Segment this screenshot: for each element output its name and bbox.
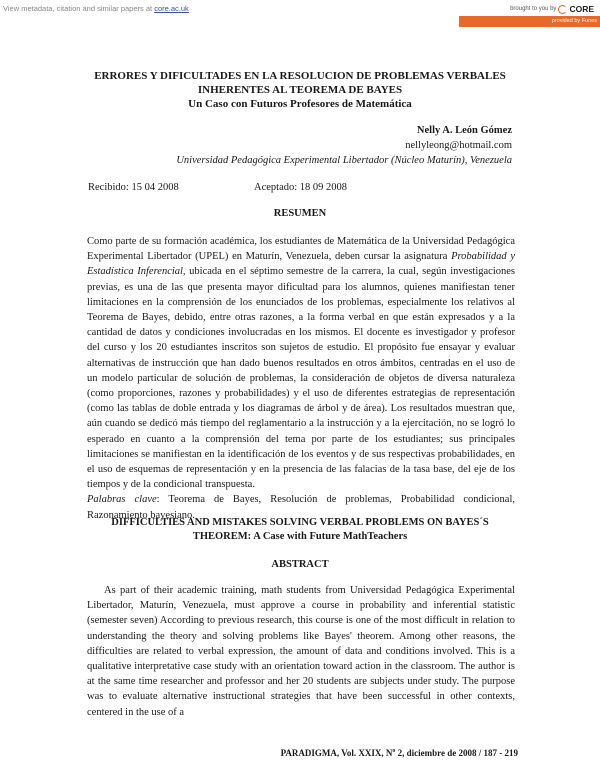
core-logo-icon (558, 5, 567, 14)
course-name: Probabilidad y Estadística Inferencial, (87, 251, 515, 278)
core-logo-text: CORE (569, 4, 594, 14)
english-title-line-1: DIFFICULTIES AND MISTAKES SOLVING VERBAL PROBLEMS ON BAYES´S (111, 517, 489, 528)
brought-by-core[interactable] (510, 4, 594, 14)
author-affiliation: Universidad Pedagógica Experimental Libertador (Núcleo Maturín), Venezuela (176, 155, 512, 166)
author-email: nellyleong@hotmail.com (405, 140, 512, 151)
footer-number-sign: o (392, 748, 396, 754)
core-link[interactable]: core.ac.uk (154, 4, 189, 13)
core-logo[interactable] (558, 4, 594, 14)
footer-journal: PARADIGMA, Vol. XXIX, N (280, 748, 393, 758)
english-title-line-2: THEOREM: A Case with Future MathTeachers (192, 531, 408, 542)
core-banner (0, 0, 600, 28)
received-date: Recibido: 15 04 2008 (88, 182, 179, 193)
metadata-text: View metadata, citation and similar papers at (3, 4, 153, 13)
dates-line (88, 182, 348, 193)
brought-by-text: brought to you by (510, 6, 557, 12)
keywords-label: Palabras clave (87, 494, 157, 506)
abstract-body: As part of their academic training, math students from Universidad Pedagógica Experimental Libertador, Maturín, Venezuela, must approve a course in probability and inferential statistic (semester seven) According to previous research, this course is one of the most difficult in relation to understanding the theory and solving problems like Bayes' theorem. Among other reasons, the difficulties are related to verbal expression, the amount of data and conditions involved. This is a qualitative interpretative case study with an orientation toward action in the classroom. The author is at the same time researcher and professor and her 20 students are subjects under study. The purpose was to evaluate alternative instructional strategies that have been successful in other contexts, centered in the use of a (87, 585, 515, 718)
resumen-part-2: ubicada en el séptimo semestre de la carrera, la cual, según investigaciones previas, es una de las que presenta mayor dificultad para los alumnos, quienes manifiestan tener limitaciones en la comprensión de los enunciados de los problemas, especialmente los relativos al Teorema de Bayes, debido, entre otras razones, a la forma verbal en que están expresados y a la cantidad de datos y condiciones involucradas en los mismos. El docente es investigador y profesor del curso y los 20 estudiantes inscritos son sujetos de estudio. El propósito fue ensayar y evaluar alternativas de instrucción que han dado buenos resultados en otros ámbitos, centradas en el uso de un modelo particular de solución de problemas, la consideración de objetos de diversa naturaleza (como proporciones, razones y probabilidades) y el uso de diferentes estrategias de representación (como las tablas de doble entrada y los diagramas de árbol y de área). Los resultados muestran que, aún cuando se dedicó más tiempo del reglamentario a la instrucción y a la ejercitación, no se logró lo esperado en cuanto a la comprensión del tema por parte de los estudiantes; sus principales limitaciones se manifiestan en la identificación de los eventos y de sus respectivas probabilidades, en el uso de esquemas de representación y en la presencia de las falacias de la tasa base, del eje de los tiempos y de la condicional transpuesta. (87, 266, 516, 491)
resumen-part-1: Como parte de su formación académica, los estudiantes de Matemática de la Universidad Pedagógica Experimental Libertador (UPEL) en Maturín, Venezuela, deben cursar la asignatura (87, 236, 515, 263)
subtitle: Un Caso con Futuros Profesores de Matemática (188, 98, 412, 110)
accepted-date: Aceptado: 18 09 2008 (254, 182, 348, 193)
page-footer (281, 748, 518, 758)
resumen-body (87, 234, 515, 523)
title-line-1: ERRORES Y DIFICULTADES EN LA RESOLUCION DE PROBLEMAS VERBALES (94, 70, 506, 82)
core-metadata-link-bar[interactable] (0, 2, 235, 16)
provided-by-bar[interactable]: provided by Funes (459, 16, 600, 27)
footer-issue: 2, diciembre de 2008 / 187 - 219 (395, 748, 518, 758)
author-name: Nelly A. León Gómez (416, 125, 512, 136)
abstract-heading: ABSTRACT (271, 559, 329, 570)
keywords: : Teorema de Bayes, Resolución de problemas, Probabilidad condicional, Razonamiento bayesiano. (87, 494, 515, 521)
resumen-heading: RESUMEN (273, 208, 327, 219)
title-line-2: INHERENTES AL TEOREMA DE BAYES (197, 84, 403, 96)
